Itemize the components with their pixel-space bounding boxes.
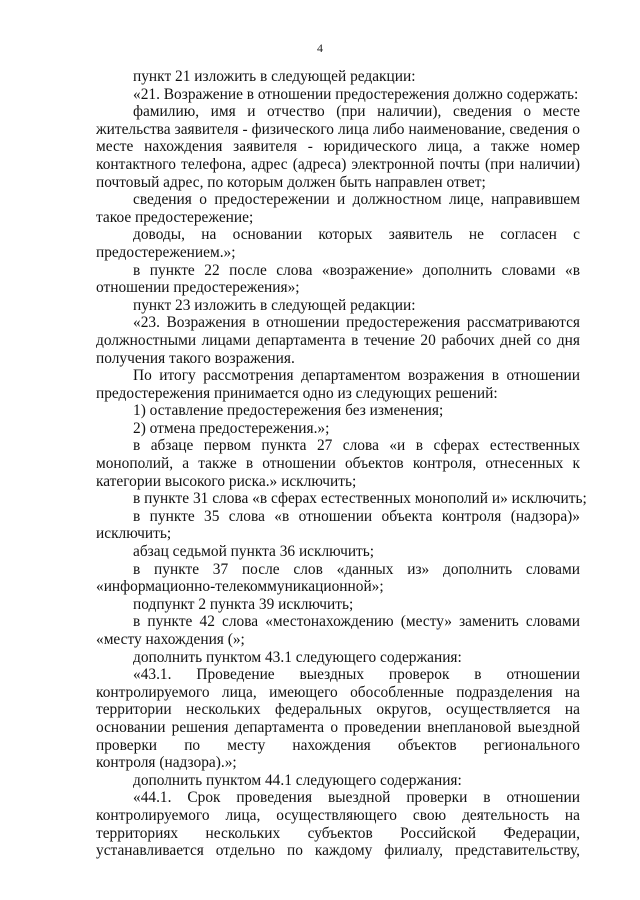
text-line: контролируемого лица, имеющего обособленные подразделения на <box>96 683 580 701</box>
text-line: такое предостережение; <box>96 208 254 226</box>
text-line: в пункте 37 после слов «данных из» дополнить словами <box>133 560 580 578</box>
text-line: исключить; <box>96 525 172 543</box>
text-line: «21. Возражение в отношении предостережения должно содержать: <box>133 85 579 103</box>
text-line: отношении предостережения»; <box>96 279 300 297</box>
text-line: абзац седьмой пункта 36 исключить; <box>133 543 375 561</box>
text-line: «44.1. Срок проведения выездной проверки в отношении <box>133 789 580 807</box>
text-line: «месту нахождения (»; <box>96 631 245 648</box>
text-line: доводы, на основании которых заявитель не согласен с <box>133 226 580 244</box>
text-line: дополнить пунктом 44.1 следующего содержания: <box>133 771 462 789</box>
text-line: дополнить пунктом 43.1 следующего содержания: <box>133 648 462 666</box>
text-line: должностными лицами департамента в течение 20 рабочих дней со дня <box>96 331 580 349</box>
text-line: в пункте 35 слова «в отношении объекта контроля (надзора)» <box>133 507 580 525</box>
text-line: проверки по месту нахождения объектов регионального <box>96 736 580 754</box>
text-line: предостережения принимается одно из следующих решений: <box>96 384 498 402</box>
text-line: в пункте 42 слова «местонахождению (месту» заменить словами <box>133 613 580 631</box>
text-line: жительства заявителя - физического лица либо наименование, сведения о <box>96 120 580 138</box>
text-line: пункт 21 изложить в следующей редакции: <box>133 68 416 85</box>
text-line: территории нескольких федеральных округов, осуществляется на <box>96 701 580 719</box>
text-line: месте нахождения заявителя - юридического лица, а также номер <box>96 138 580 156</box>
text-line: По итогу рассмотрения департаментом возражения в отношении <box>133 367 580 385</box>
text-line: сведения о предостережении и должностном лице, направившем <box>133 191 580 209</box>
text-line: предостережением.»; <box>96 243 236 261</box>
text-line: контактного телефона, адрес (адреса) электронной почты (при наличии) <box>96 155 580 173</box>
text-line: контроля (надзора).»; <box>96 754 237 772</box>
text-line: подпункт 2 пункта 39 исключить; <box>133 595 354 613</box>
document-body <box>96 68 587 860</box>
text-line: в пункте 31 слова «в сферах естественных монополий и» исключить; <box>133 490 587 508</box>
text-line: получения такого возражения. <box>96 349 295 367</box>
text-line: 2) отмена предостережения.»; <box>133 419 330 437</box>
text-line: в абзаце первом пункта 27 слова «и в сферах естественных <box>133 437 580 455</box>
text-line: 1) оставление предостережения без изменения; <box>133 402 444 420</box>
text-line: контролируемого лица, осуществляющего свою деятельность на <box>96 806 580 824</box>
text-line: устанавливается отдельно по каждому филиалу, представительству, <box>96 842 580 860</box>
text-line: фамилию, имя и отчество (при наличии), сведения о месте <box>133 103 580 121</box>
text-line: в пункте 22 после слова «возражение» дополнить словами «в <box>133 261 580 279</box>
text-line: монополий, а также в отношении объектов контроля, отнесенных к <box>96 455 580 473</box>
text-line: территориях нескольких субъектов Российской Федерации, <box>96 824 580 842</box>
page-number: 4 <box>317 41 323 55</box>
text-line: основании решения департамента о проведении внеплановой выездной <box>96 718 580 736</box>
text-line: пункт 23 изложить в следующей редакции: <box>133 296 416 314</box>
text-line: «информационно-телекоммуникационной»; <box>96 578 384 596</box>
text-line: «43.1. Проведение выездных проверок в отношении <box>133 666 580 684</box>
text-line: «23. Возражения в отношении предостережения рассматриваются <box>133 314 580 332</box>
text-line: категории высокого риска.» исключить; <box>96 472 357 490</box>
text-line: почтовый адрес, по которым должен быть направлен ответ; <box>96 173 486 191</box>
